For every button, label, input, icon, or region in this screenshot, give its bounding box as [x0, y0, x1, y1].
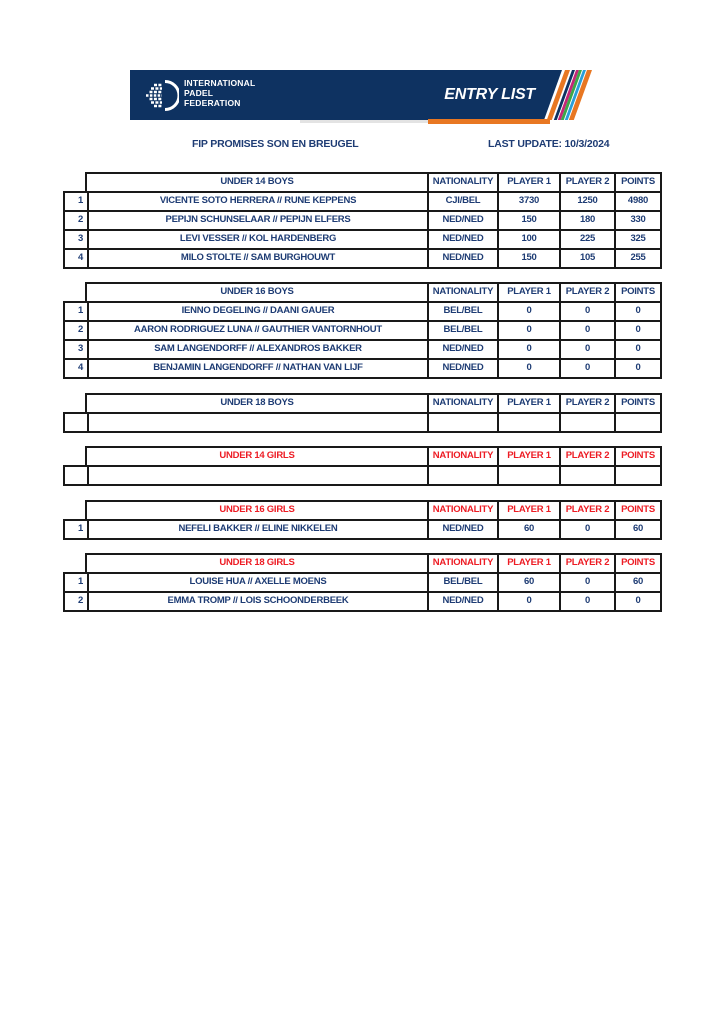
- total-points-cell: [614, 414, 660, 431]
- column-header-player1: PLAYER 1: [497, 502, 559, 519]
- nationality-cell: [427, 467, 497, 484]
- rank-cell: 2: [77, 214, 83, 225]
- nationality-cell: NED/NED: [427, 593, 497, 610]
- table-under-16-girls: [63, 500, 662, 540]
- total-points-cell: 0: [614, 322, 660, 339]
- total-points-cell: 0: [614, 303, 660, 320]
- player1-points-cell: 60: [497, 574, 559, 591]
- table-row: [63, 301, 662, 322]
- column-header-player1: PLAYER 1: [497, 448, 559, 465]
- player2-points-cell: 225: [559, 231, 614, 248]
- logo-line-international: INTERNATIONAL: [184, 78, 256, 88]
- column-header-points: POINTS: [614, 502, 660, 519]
- rank-cell: 4: [77, 362, 83, 373]
- player2-points-cell: 0: [559, 593, 614, 610]
- column-header-points: POINTS: [614, 555, 660, 572]
- total-points-cell: [614, 467, 660, 484]
- nationality-cell: NED/NED: [427, 250, 497, 267]
- player2-points-cell: 0: [559, 574, 614, 591]
- player2-points-cell: 0: [559, 521, 614, 538]
- table-row: [63, 519, 662, 540]
- table-row: [63, 229, 662, 250]
- pair-names-cell: IENNO DEGELING // DAANI GAUER: [87, 303, 427, 320]
- total-points-cell: 60: [614, 521, 660, 538]
- table-title: UNDER 18 BOYS: [220, 397, 294, 408]
- player1-points-cell: 0: [497, 360, 559, 377]
- total-points-cell: 0: [614, 360, 660, 377]
- column-header-player2: PLAYER 2: [559, 395, 614, 412]
- table-title: UNDER 14 GIRLS: [219, 450, 295, 461]
- table-row-empty: [63, 465, 662, 486]
- total-points-cell: 60: [614, 574, 660, 591]
- column-header-player1: PLAYER 1: [497, 284, 559, 301]
- rank-cell: 3: [77, 343, 83, 354]
- player2-points-cell: 105: [559, 250, 614, 267]
- entry-list-label: ENTRY LIST: [444, 86, 535, 103]
- table-header-row: [85, 282, 662, 303]
- table-under-14-boys: [63, 172, 662, 269]
- table-title: UNDER 18 GIRLS: [219, 557, 295, 568]
- table-header-row: [85, 393, 662, 414]
- player1-points-cell: 0: [497, 322, 559, 339]
- table-under-18-girls: [63, 553, 662, 612]
- player2-points-cell: 180: [559, 212, 614, 229]
- nationality-cell: NED/NED: [427, 341, 497, 358]
- player1-points-cell: 3730: [497, 193, 559, 210]
- player1-points-cell: 0: [497, 303, 559, 320]
- logo-line-federation: FEDERATION: [184, 97, 241, 108]
- total-points-cell: 330: [614, 212, 660, 229]
- table-header-row: [85, 172, 662, 193]
- column-header-nationality: NATIONALITY: [427, 555, 497, 572]
- table-under-18-boys: [63, 393, 662, 433]
- rank-cell: 2: [77, 595, 83, 606]
- rank-cell: 3: [77, 233, 83, 244]
- pair-names-cell: NEFELI BAKKER // ELINE NIKKELEN: [87, 521, 427, 538]
- player1-points-cell: 0: [497, 593, 559, 610]
- column-header-nationality: NATIONALITY: [427, 174, 497, 191]
- pair-names-cell: BENJAMIN LANGENDORFF // NATHAN VAN LIJF: [87, 360, 427, 377]
- pair-names-cell: LEVI VESSER // KOL HARDENBERG: [87, 231, 427, 248]
- table-title: UNDER 16 GIRLS: [219, 504, 295, 515]
- rank-cell: [65, 414, 87, 431]
- tournament-title: FIP PROMISES SON EN BREUGEL: [192, 138, 359, 150]
- column-header-nationality: NATIONALITY: [427, 395, 497, 412]
- player2-points-cell: 0: [559, 360, 614, 377]
- column-header-player1: PLAYER 1: [497, 174, 559, 191]
- column-header-player2: PLAYER 2: [559, 502, 614, 519]
- rank-cell: [65, 467, 87, 484]
- pair-names-cell: AARON RODRIGUEZ LUNA // GAUTHIER VANTORNHOUT: [87, 322, 427, 339]
- nationality-cell: BEL/BEL: [427, 574, 497, 591]
- pair-names-cell: MILO STOLTE // SAM BURGHOUWT: [87, 250, 427, 267]
- rank-cell: 2: [77, 324, 83, 335]
- column-header-player2: PLAYER 2: [559, 284, 614, 301]
- table-header-row: [85, 500, 662, 521]
- rank-cell: 1: [77, 195, 83, 206]
- table-header-row: [85, 553, 662, 574]
- column-header-points: POINTS: [614, 448, 660, 465]
- table-row: [63, 320, 662, 341]
- nationality-cell: [427, 414, 497, 431]
- column-header-nationality: NATIONALITY: [427, 502, 497, 519]
- column-header-player2: PLAYER 2: [559, 555, 614, 572]
- banner-underline-orange: [428, 119, 550, 124]
- total-points-cell: 4980: [614, 193, 660, 210]
- pair-names-cell: VICENTE SOTO HERRERA // RUNE KEPPENS: [87, 193, 427, 210]
- table-row: [63, 358, 662, 379]
- nationality-cell: NED/NED: [427, 231, 497, 248]
- player1-points-cell: 150: [497, 212, 559, 229]
- nationality-cell: NED/NED: [427, 521, 497, 538]
- rank-cell: 1: [77, 523, 83, 534]
- table-row-empty: [63, 412, 662, 433]
- pair-names-cell: EMMA TROMP // LOIS SCHOONDERBEEK: [87, 593, 427, 610]
- table-row: [63, 572, 662, 593]
- column-header-nationality: NATIONALITY: [427, 284, 497, 301]
- rank-cell: 1: [77, 576, 83, 587]
- total-points-cell: 255: [614, 250, 660, 267]
- table-row: [63, 210, 662, 231]
- table-under-16-boys: [63, 282, 662, 379]
- total-points-cell: 325: [614, 231, 660, 248]
- player1-points-cell: 60: [497, 521, 559, 538]
- column-header-player2: PLAYER 2: [559, 174, 614, 191]
- column-header-player1: PLAYER 1: [497, 395, 559, 412]
- rank-cell: 1: [77, 305, 83, 316]
- nationality-cell: NED/NED: [427, 212, 497, 229]
- player1-points-cell: 0: [497, 341, 559, 358]
- table-header-row: [85, 446, 662, 467]
- table-row: [63, 248, 662, 269]
- total-points-cell: 0: [614, 593, 660, 610]
- banner-underline-white: [300, 120, 428, 123]
- pair-names-cell: PEPIJN SCHUNSELAAR // PEPIJN ELFERS: [87, 212, 427, 229]
- total-points-cell: 0: [614, 341, 660, 358]
- table-under-14-girls: [63, 446, 662, 486]
- player2-points-cell: [559, 467, 614, 484]
- player1-points-cell: [497, 467, 559, 484]
- player2-points-cell: [559, 414, 614, 431]
- column-header-player1: PLAYER 1: [497, 555, 559, 572]
- player2-points-cell: 0: [559, 303, 614, 320]
- nationality-cell: BEL/BEL: [427, 303, 497, 320]
- nationality-cell: BEL/BEL: [427, 322, 497, 339]
- ipf-banner: [130, 70, 600, 128]
- rank-cell: 4: [77, 252, 83, 263]
- pair-names-cell: [87, 467, 427, 484]
- table-row: [63, 191, 662, 212]
- player1-points-cell: 100: [497, 231, 559, 248]
- logo-line-padel: PADEL: [184, 87, 214, 98]
- column-header-points: POINTS: [614, 174, 660, 191]
- player2-points-cell: 1250: [559, 193, 614, 210]
- player1-points-cell: 150: [497, 250, 559, 267]
- ipf-logo-emblem-icon: [145, 78, 179, 113]
- table-title: UNDER 14 BOYS: [220, 176, 294, 187]
- player2-points-cell: 0: [559, 322, 614, 339]
- table-row: [63, 339, 662, 360]
- pair-names-cell: [87, 414, 427, 431]
- nationality-cell: CJI/BEL: [427, 193, 497, 210]
- player1-points-cell: [497, 414, 559, 431]
- column-header-nationality: NATIONALITY: [427, 448, 497, 465]
- nationality-cell: NED/NED: [427, 360, 497, 377]
- column-header-player2: PLAYER 2: [559, 448, 614, 465]
- table-row: [63, 591, 662, 612]
- last-update-label: LAST UPDATE: 10/3/2024: [488, 138, 610, 150]
- pair-names-cell: LOUISE HUA // AXELLE MOENS: [87, 574, 427, 591]
- player2-points-cell: 0: [559, 341, 614, 358]
- column-header-points: POINTS: [614, 284, 660, 301]
- column-header-points: POINTS: [614, 395, 660, 412]
- pair-names-cell: SAM LANGENDORFF // ALEXANDROS BAKKER: [87, 341, 427, 358]
- ipf-logo-text: [184, 79, 255, 108]
- table-title: UNDER 16 BOYS: [220, 286, 294, 297]
